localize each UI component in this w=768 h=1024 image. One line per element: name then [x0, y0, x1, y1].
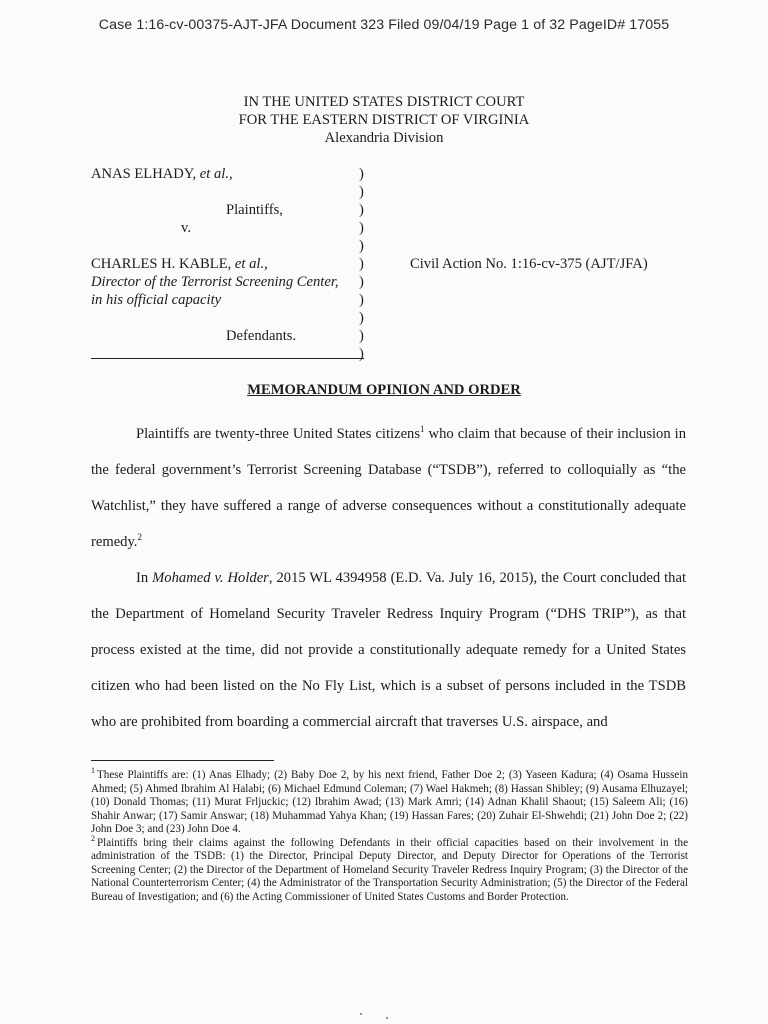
footnote-marker: 2 — [91, 833, 95, 843]
case-citation: Mohamed v. Holder — [152, 570, 269, 586]
defendant-party: CHARLES H. KABLE, et al., — [91, 256, 268, 272]
footnote-separator — [91, 760, 274, 761]
document-title: MEMORANDUM OPINION AND ORDER — [247, 382, 521, 398]
caption-parenthesis-column — [359, 165, 364, 363]
caption-paren: ) — [359, 274, 364, 290]
caption-paren: ) — [359, 328, 364, 344]
defendant-title-line1: Director of the Terrorist Screening Center, — [91, 274, 339, 290]
caption-paren: ) — [359, 346, 364, 362]
footnote-1: $^1$ These Plaintiffs are: (1) Anas Elhady; (2) Baby Doe 2, by his next friend, Father Doe 2; (3) Yaseen Kadura; (4) Osama Hussein Ahmed; (5) Ahmed Ibrahim Al Halabi; (6) Michael Edmund Coleman; (7) Wael Hakmeh; (8) Hassan Shibley; (9) Ausama Elhuzayel; (10) Donald Thomas; (11) Murat Frljuckic; (12) Ibrahim Awad; (13) Mark Amri; (14) Adnan Khalil Shaout; (15) Saleem Ali; (16) Shahir Anwar; (17) Samir Answar; (18) Muhammad Yahya Khan; (19) Hassan Fares; (20) Zuhair El-Shwehdi; (21) John Doe 2; (22) John Doe 3; and (23) John Doe 4. — [91, 766, 688, 835]
caption-paren: ) — [359, 166, 364, 182]
ecf-header-stamp: Case 1:16-cv-00375-AJT-JFA Document 323 Filed 09/04/19 Page 1 of 32 PageID# 17055 — [98, 17, 670, 33]
civil-action-number: Civil Action No. 1:16-cv-375 (AJT/JFA) — [410, 256, 648, 272]
scan-speck — [360, 1013, 362, 1015]
body-paragraph: In Mohamed v. Holder, 2015 WL 4394958 (E.D. Va. July 16, 2015), the Court concluded that the Department of Homeland Security Traveler Redress Inquiry Program (“DHS TRIP”), as that process existed at the time, did not provide a constitutionally adequate remedy for a United States citizen who had been listed on the No Fly List, which is a subset of persons included in the TSDB who are prohibited from boarding a commercial aircraft that traverses U.S. airspace, and — [91, 570, 686, 730]
footnote-2: $^2$ Plaintiffs bring their claims against the following Defendants in their official capacities based on their involvement in the administration of the TSDB: (1) the Director, Principal Deputy Director, and Deputy Director for Operations of the Terrorist Screening Center; (2) the Director of the Department of Homeland Security Traveler Redress Inquiry Program; (3) the Director of the National Counterterrorism Center; (4) the Administrator of the Transportation Security Administration; (5) the Director of the Federal Bureau of Investigation; and (6) the Acting Commissioner of United States Customs and Border Protection. — [91, 833, 688, 903]
caption-paren: ) — [359, 238, 364, 254]
court-name-line: IN THE UNITED STATES DISTRICT COURT — [243, 94, 525, 110]
caption-paren: ) — [359, 184, 364, 200]
court-district-line: FOR THE EASTERN DISTRICT OF VIRGINIA — [238, 112, 530, 128]
plaintiff-party: ANAS ELHADY, et al., — [91, 166, 233, 182]
footnotes — [91, 766, 688, 904]
body-paragraph: Plaintiffs are twenty-three United States citizens$^1$ who claim that because of their inclusion in the federal government’s Terrorist Screening Database (“TSDB”), referred to colloquially as “the Watchlist,” they have suffered a range of adverse consequences without a constitutionally adequate remedy.$^2$ — [91, 424, 687, 550]
defendant-title-line2: in his official capacity — [91, 292, 222, 308]
caption-paren: ) — [359, 310, 364, 326]
defendants-label: Defendants. — [226, 328, 297, 344]
opinion-body — [91, 416, 686, 740]
scan-speck — [386, 1017, 388, 1019]
footnote-ref[interactable]: 2 — [137, 532, 142, 543]
caption-paren: ) — [359, 220, 364, 236]
plaintiffs-label: Plaintiffs, — [226, 202, 283, 218]
caption-paren: ) — [359, 292, 364, 308]
court-division-line: Alexandria Division — [324, 130, 444, 146]
caption-paren: ) — [359, 202, 364, 218]
footnote-marker: 1 — [91, 766, 95, 776]
footnote-ref[interactable]: 1 — [420, 424, 425, 435]
versus-label: v. — [181, 220, 191, 236]
caption-underline — [91, 358, 364, 359]
case-caption — [0, 0, 768, 380]
caption-paren: ) — [359, 256, 364, 272]
